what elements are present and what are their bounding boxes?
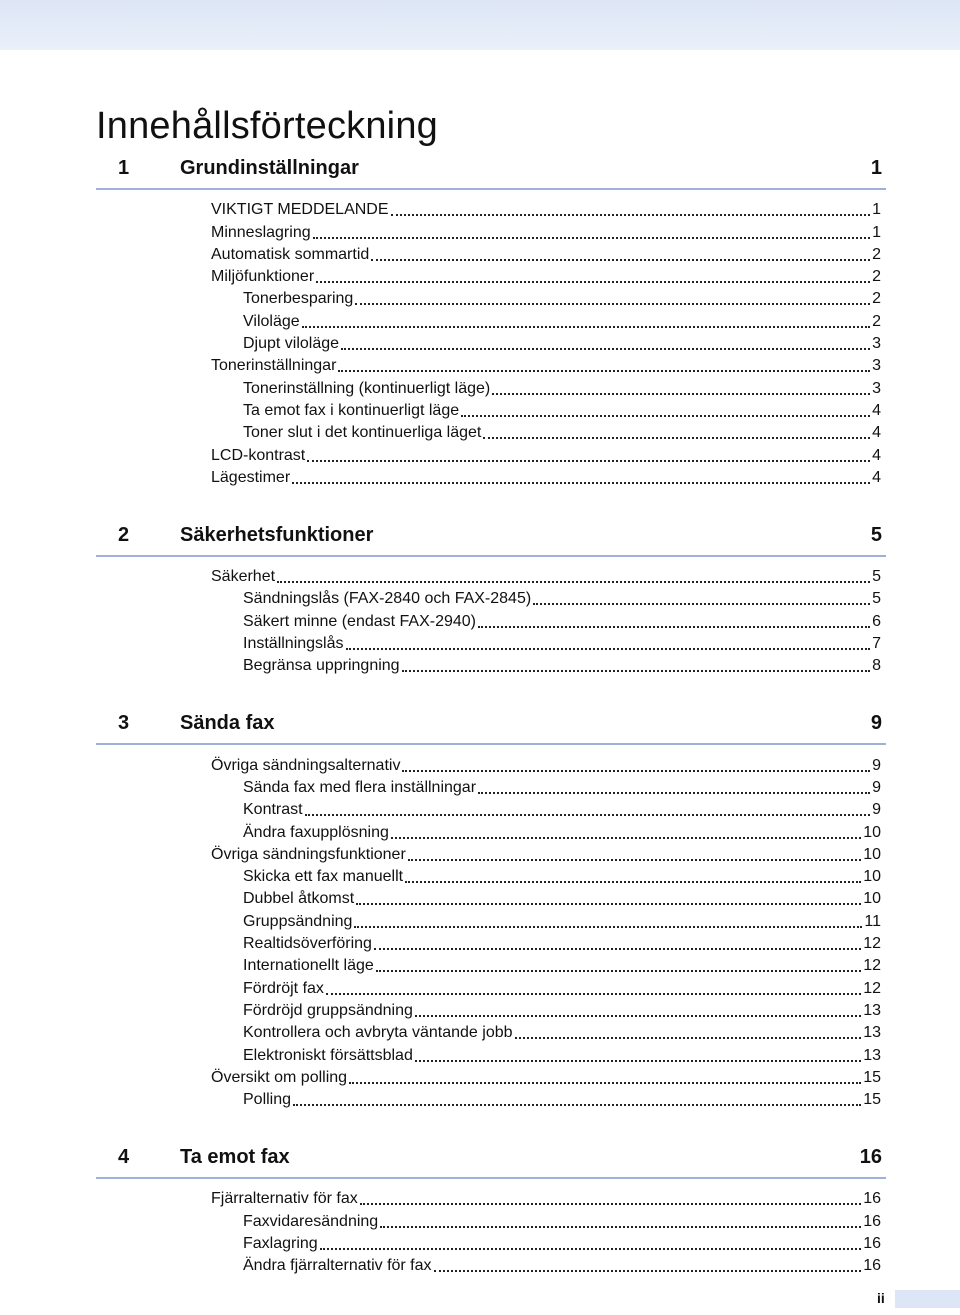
toc-entry[interactable]: [211, 466, 881, 488]
toc-entry-page: 13: [863, 1046, 881, 1064]
dot-leader: [483, 437, 870, 439]
chapter-page: 1: [870, 157, 882, 179]
toc-entry-label: Tonerbesparing: [243, 290, 354, 308]
chapter-title: Säkerhetsfunktioner: [180, 523, 374, 546]
toc-entry-page: 1: [872, 201, 881, 219]
toc-entry-label: Sändningslås (FAX-2840 och FAX-2845): [243, 590, 532, 608]
toc-entry-page: 8: [872, 657, 881, 675]
section-gap: [0, 676, 960, 703]
toc-entry[interactable]: [211, 198, 881, 220]
toc-entry-label: Fördröjt fax: [243, 979, 324, 997]
toc-entry-label: Ändra faxupplösning: [243, 823, 389, 841]
header-band: [0, 0, 960, 50]
toc-entry-label: Skicka ett fax manuellt: [243, 868, 404, 886]
toc-entry[interactable]: [243, 976, 881, 998]
chapter-heading[interactable]: [96, 515, 886, 557]
dot-leader: [292, 482, 870, 484]
toc-entry[interactable]: [243, 798, 881, 820]
page-number: ii: [877, 1290, 885, 1306]
toc-entry-page: 6: [872, 612, 881, 630]
toc-entry-page: 16: [863, 1234, 881, 1252]
toc-entry-page: 3: [872, 379, 881, 397]
toc-entry-label: Automatisk sommartid: [211, 245, 370, 263]
dot-leader: [356, 903, 861, 905]
dot-leader: [515, 1037, 862, 1039]
toc-entry-label: Inställningslås: [243, 635, 344, 653]
dot-leader: [320, 1248, 862, 1250]
toc-entry[interactable]: [243, 932, 881, 954]
toc-entry-label: Djupt viloläge: [243, 335, 340, 353]
dot-leader: [380, 1226, 861, 1228]
dot-leader: [360, 1203, 861, 1205]
toc-entry-list: [0, 565, 960, 676]
dot-leader: [478, 792, 870, 794]
chapter-section: [0, 148, 960, 488]
toc-entry[interactable]: [243, 954, 881, 976]
chapter-number: 2: [118, 523, 130, 546]
toc-entry-label: Toner slut i det kontinuerliga läget: [243, 424, 482, 442]
dot-leader: [346, 648, 871, 650]
dot-leader: [461, 415, 870, 417]
toc-entry[interactable]: [243, 887, 881, 909]
toc-entry[interactable]: [243, 332, 881, 354]
toc-entry-label: Viloläge: [243, 312, 300, 330]
dot-leader: [492, 393, 870, 395]
chapter-title: Sända fax: [180, 712, 275, 735]
toc-entry-label: Gruppsändning: [243, 912, 353, 930]
dot-leader: [355, 303, 870, 305]
toc-entry[interactable]: [243, 654, 881, 676]
dot-leader: [415, 1060, 861, 1062]
toc-entry-page: 4: [872, 401, 881, 419]
toc-entry-page: 2: [872, 268, 881, 286]
toc-entry-label: Lägestimer: [211, 468, 291, 486]
toc-entry-label: VIKTIGT MEDDELANDE: [211, 201, 389, 219]
toc-entry-label: Övriga sändningsalternativ: [211, 756, 401, 774]
dot-leader: [478, 626, 870, 628]
chapter-number: 3: [118, 712, 130, 735]
toc-entry-list: [0, 1187, 960, 1276]
toc-entry[interactable]: [243, 287, 881, 309]
section-gap: [0, 488, 960, 515]
chapter-heading[interactable]: [96, 703, 886, 745]
toc-entry-page: 4: [872, 446, 881, 464]
chapter-section: [0, 515, 960, 676]
toc-entry-label: Övriga sändningsfunktioner: [211, 845, 406, 863]
toc-entry-page: 12: [863, 979, 881, 997]
chapter-heading[interactable]: [96, 1137, 886, 1179]
chapter-page: 16: [859, 1146, 882, 1169]
toc-entry-page: 15: [863, 1068, 881, 1086]
toc-entry-page: 10: [863, 890, 881, 908]
dot-leader: [434, 1270, 862, 1272]
toc-entry-label: Översikt om polling: [211, 1068, 348, 1086]
toc-entry-label: Tonerinställningar: [211, 357, 337, 375]
toc-entry-page: 4: [872, 468, 881, 486]
chapter-number: 4: [118, 1146, 130, 1169]
dot-leader: [402, 670, 871, 672]
toc-entry-label: Fjärralternativ för fax: [211, 1190, 358, 1208]
dot-leader: [374, 948, 861, 950]
toc-entry[interactable]: [243, 820, 881, 842]
toc-entry-label: Elektroniskt försättsblad: [243, 1046, 413, 1064]
toc-entry-label: Faxvidaresändning: [243, 1212, 379, 1230]
chapter-number: 1: [118, 157, 130, 179]
toc-entry-page: 2: [872, 312, 881, 330]
dot-leader: [408, 859, 861, 861]
dot-leader: [391, 214, 871, 216]
toc-entry-list: [0, 753, 960, 1110]
toc-entry-page: 15: [863, 1091, 881, 1109]
dot-leader: [391, 837, 861, 839]
toc-entry[interactable]: [211, 443, 881, 465]
toc-entry[interactable]: [211, 843, 881, 865]
table-of-contents: [0, 148, 960, 1276]
toc-entry-page: 7: [872, 635, 881, 653]
dot-leader: [277, 581, 870, 583]
dot-leader: [415, 1015, 861, 1017]
toc-entry[interactable]: [243, 632, 881, 654]
toc-entry[interactable]: [243, 309, 881, 331]
toc-entry[interactable]: [211, 1066, 881, 1088]
toc-entry-label: Realtidsöverföring: [243, 935, 372, 953]
toc-entry[interactable]: [211, 565, 881, 587]
toc-entry[interactable]: [243, 399, 881, 421]
toc-entry-label: LCD-kontrast: [211, 446, 306, 464]
toc-entry[interactable]: [243, 1021, 881, 1043]
toc-entry-label: Fördröjd gruppsändning: [243, 1001, 413, 1019]
dot-leader: [533, 603, 870, 605]
toc-entry[interactable]: [211, 354, 881, 376]
dot-leader: [305, 814, 871, 816]
toc-entry[interactable]: [243, 776, 881, 798]
toc-entry-label: Internationellt läge: [243, 957, 374, 975]
toc-entry[interactable]: [243, 909, 881, 931]
toc-entry-page: 11: [864, 912, 881, 930]
toc-entry-label: Tonerinställning (kontinuerligt läge): [243, 379, 491, 397]
chapter-section: [0, 703, 960, 1110]
toc-entry-page: 9: [872, 778, 881, 796]
toc-entry-page: 2: [872, 245, 881, 263]
toc-entry[interactable]: [243, 865, 881, 887]
toc-entry[interactable]: [211, 753, 881, 775]
dot-leader: [338, 370, 870, 372]
dot-leader: [371, 259, 870, 261]
toc-entry-label: Sända fax med flera inställningar: [243, 778, 477, 796]
toc-entry[interactable]: [211, 243, 881, 265]
dot-leader: [376, 970, 861, 972]
toc-entry-label: Begränsa uppringning: [243, 657, 400, 675]
toc-entry-label: Säkert minne (endast FAX-2940): [243, 612, 477, 630]
toc-entry-page: 12: [863, 957, 881, 975]
toc-entry[interactable]: [243, 1043, 881, 1065]
toc-entry-page: 3: [872, 357, 881, 375]
toc-entry-page: 4: [872, 424, 881, 442]
page-title: Innehållsförteckning: [96, 105, 438, 148]
dot-leader: [349, 1082, 861, 1084]
toc-entry[interactable]: [243, 376, 881, 398]
toc-entry[interactable]: [211, 265, 881, 287]
toc-entry-label: Miljöfunktioner: [211, 268, 315, 286]
toc-entry-page: 9: [872, 756, 881, 774]
dot-leader: [405, 881, 861, 883]
toc-entry[interactable]: [211, 220, 881, 242]
dot-leader: [307, 460, 870, 462]
toc-entry-page: 16: [863, 1212, 881, 1230]
toc-entry-page: 13: [863, 1001, 881, 1019]
chapter-page: 9: [870, 712, 882, 735]
toc-entry-page: 5: [872, 568, 881, 586]
chapter-section: [0, 1137, 960, 1276]
toc-entry-page: 16: [863, 1190, 881, 1208]
toc-entry[interactable]: [243, 587, 881, 609]
toc-entry-page: 16: [863, 1257, 881, 1275]
dot-leader: [354, 926, 862, 928]
toc-entry-page: 5: [872, 590, 881, 608]
toc-entry[interactable]: [243, 999, 881, 1021]
toc-entry[interactable]: [243, 421, 881, 443]
dot-leader: [402, 770, 870, 772]
toc-entry-label: Kontrast: [243, 801, 303, 819]
page-tab-decoration: [895, 1290, 960, 1308]
toc-entry[interactable]: [211, 1187, 881, 1209]
toc-entry-label: Ta emot fax i kontinuerligt läge: [243, 401, 460, 419]
toc-entry-page: 10: [863, 823, 881, 841]
toc-entry-label: Faxlagring: [243, 1234, 318, 1252]
toc-entry-page: 10: [863, 868, 881, 886]
section-gap: [0, 1110, 960, 1137]
chapter-heading[interactable]: [96, 148, 886, 190]
toc-entry-page: 13: [863, 1024, 881, 1042]
toc-entry-page: 12: [863, 935, 881, 953]
toc-entry[interactable]: [243, 1232, 881, 1254]
toc-entry-list: [0, 198, 960, 488]
toc-entry-label: Säkerhet: [211, 568, 276, 586]
toc-entry[interactable]: [243, 1209, 881, 1231]
dot-leader: [293, 1104, 861, 1106]
dot-leader: [316, 281, 870, 283]
dot-leader: [341, 348, 870, 350]
toc-entry-page: 3: [872, 335, 881, 353]
toc-entry-page: 9: [872, 801, 881, 819]
toc-entry-page: 10: [863, 845, 881, 863]
dot-leader: [326, 993, 861, 995]
dot-leader: [302, 326, 870, 328]
chapter-title: Grundinställningar: [180, 157, 359, 179]
toc-entry-label: Minneslagring: [211, 223, 311, 241]
chapter-page: 5: [870, 523, 882, 546]
chapter-title: Ta emot fax: [180, 1146, 290, 1169]
toc-entry-label: Dubbel åtkomst: [243, 890, 355, 908]
toc-entry-label: Kontrollera och avbryta väntande jobb: [243, 1024, 513, 1042]
toc-entry[interactable]: [243, 1254, 881, 1276]
toc-entry-label: Ändra fjärralternativ för fax: [243, 1257, 432, 1275]
toc-entry[interactable]: [243, 1088, 881, 1110]
toc-entry-page: 1: [872, 223, 881, 241]
toc-entry-page: 2: [872, 290, 881, 308]
dot-leader: [313, 237, 870, 239]
toc-entry-label: Polling: [243, 1091, 292, 1109]
toc-entry[interactable]: [243, 609, 881, 631]
